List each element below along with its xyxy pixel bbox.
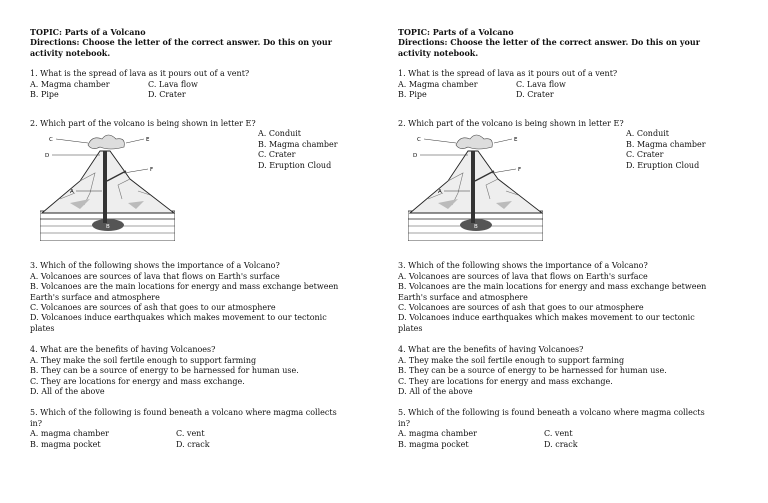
label-a: A [438, 189, 442, 196]
question-5 [398, 408, 748, 450]
question-2 [398, 119, 748, 247]
choice-d: D. Crater [148, 90, 186, 100]
choice-d: D. Volcanoes induce earthquakes which makes movement to our tectonic [398, 313, 695, 323]
choice-d: D. Crater [516, 90, 554, 100]
label-e: E [514, 137, 518, 144]
label-d: D [413, 153, 418, 160]
answer-choices [626, 129, 706, 171]
choice-a: A. Volcanoes are sources of lava that flows on Earth's surface [30, 271, 280, 281]
choice-a: A. Magma chamber [398, 79, 478, 89]
label-f: F [518, 167, 522, 174]
choice-c: C. Volcanoes are sources of ash that goes to our atmosphere [398, 303, 644, 313]
directions-line: Directions: Choose the letter of the correct answer. Do this on your [30, 37, 332, 48]
worksheet-header [398, 27, 748, 58]
choice-d: D. Volcanoes induce earthquakes which makes movement to our tectonic [30, 313, 327, 323]
label-f: F [150, 167, 154, 174]
choice-d: D. crack [544, 439, 578, 449]
question-2 [30, 119, 380, 247]
choice-b: B. Volcanoes are the main locations for energy and mass exchange between [398, 282, 707, 292]
question-text: 1. What is the spread of lava as it pours out of a vent? [398, 69, 618, 79]
question-5 [30, 408, 380, 450]
label-a: A [70, 189, 74, 196]
worksheet-copy-left [30, 27, 380, 450]
choice-a: A. Volcanoes are sources of lava that flows on Earth's surface [398, 271, 648, 281]
label-c: C [417, 137, 421, 144]
question-text: 5. Which of the following is found beneath a volcano where magma collects [398, 408, 705, 418]
choice-a: A. Magma chamber [30, 79, 110, 89]
question-text: 1. What is the spread of lava as it pours out of a vent? [30, 69, 250, 79]
choice-c: C. Lava flow [516, 79, 566, 89]
choice-c: C. Volcanoes are sources of ash that goes to our atmosphere [30, 303, 276, 313]
choice-d: D. Eruption Cloud [258, 160, 332, 170]
question-text-cont: in? [398, 418, 410, 428]
topic-heading: TOPIC: Parts of a Volcano [30, 27, 146, 37]
choice-c: C. They are locations for energy and mass exchange. [30, 376, 245, 386]
choice-b: B. magma pocket [30, 439, 101, 449]
choice-b: B. magma pocket [398, 439, 469, 449]
question-text-cont: in? [30, 418, 42, 428]
directions-line: activity notebook. [398, 47, 479, 58]
worksheet-copy-right [398, 27, 748, 450]
choice-c: C. vent [544, 429, 573, 439]
directions-line: activity notebook. [30, 47, 111, 58]
choice-c: C. vent [176, 429, 205, 439]
choice-b-cont: Earth's surface and atmosphere [398, 292, 528, 302]
topic-heading: TOPIC: Parts of a Volcano [398, 27, 514, 37]
choice-c: C. They are locations for energy and mass exchange. [398, 376, 613, 386]
label-d: D [45, 153, 50, 160]
question-text: 5. Which of the following is found beneath a volcano where magma collects [30, 408, 337, 418]
question-3 [398, 261, 748, 334]
choice-b: B. They can be a source of energy to be harnessed for human use. [398, 366, 667, 376]
question-1 [30, 69, 380, 100]
question-text: 2. Which part of the volcano is being shown in letter E? [398, 119, 624, 129]
choice-a: A. They make the soil fertile enough to support farming [398, 355, 625, 365]
choice-b: B. Magma chamber [626, 139, 706, 149]
choice-d-cont: plates [398, 323, 423, 333]
choice-c: C. Lava flow [148, 79, 198, 89]
choice-d: D. All of the above [30, 386, 105, 396]
choice-d: D. crack [176, 439, 210, 449]
question-4 [30, 345, 380, 397]
choice-a: A. Conduit [258, 129, 301, 139]
choice-c: C. Crater [258, 150, 296, 160]
label-b: B [474, 224, 478, 231]
directions-line: Directions: Choose the letter of the correct answer. Do this on your [398, 37, 700, 48]
question-text: 3. Which of the following shows the importance of a Volcano? [30, 261, 280, 271]
question-1 [398, 69, 748, 100]
worksheet-header [30, 27, 380, 58]
question-4 [398, 345, 748, 397]
choice-b-cont: Earth's surface and atmosphere [30, 292, 160, 302]
choice-a: A. They make the soil fertile enough to support farming [30, 355, 257, 365]
choice-b: B. They can be a source of energy to be harnessed for human use. [30, 366, 299, 376]
choice-d-cont: plates [30, 323, 55, 333]
question-text: 4. What are the benefits of having Volcanoes? [30, 345, 216, 355]
question-3 [30, 261, 380, 334]
question-text: 4. What are the benefits of having Volcanoes? [398, 345, 584, 355]
question-text: 2. Which part of the volcano is being shown in letter E? [30, 119, 256, 129]
label-c: C [49, 137, 53, 144]
choice-a: A. Conduit [626, 129, 669, 139]
volcano-diagram [40, 133, 175, 241]
choice-d: D. All of the above [398, 386, 473, 396]
choice-b: B. Magma chamber [258, 139, 338, 149]
choice-b: B. Pipe [30, 90, 59, 100]
volcano-diagram [408, 133, 543, 241]
choice-b: B. Volcanoes are the main locations for energy and mass exchange between [30, 282, 339, 292]
choice-b: B. Pipe [398, 90, 427, 100]
choice-d: D. Eruption Cloud [626, 160, 700, 170]
choice-c: C. Crater [626, 150, 664, 160]
label-b: B [106, 224, 110, 231]
choice-a: A. magma chamber [398, 429, 477, 439]
choice-a: A. magma chamber [30, 429, 109, 439]
question-text: 3. Which of the following shows the importance of a Volcano? [398, 261, 648, 271]
answer-choices [258, 129, 338, 171]
label-e: E [146, 137, 150, 144]
